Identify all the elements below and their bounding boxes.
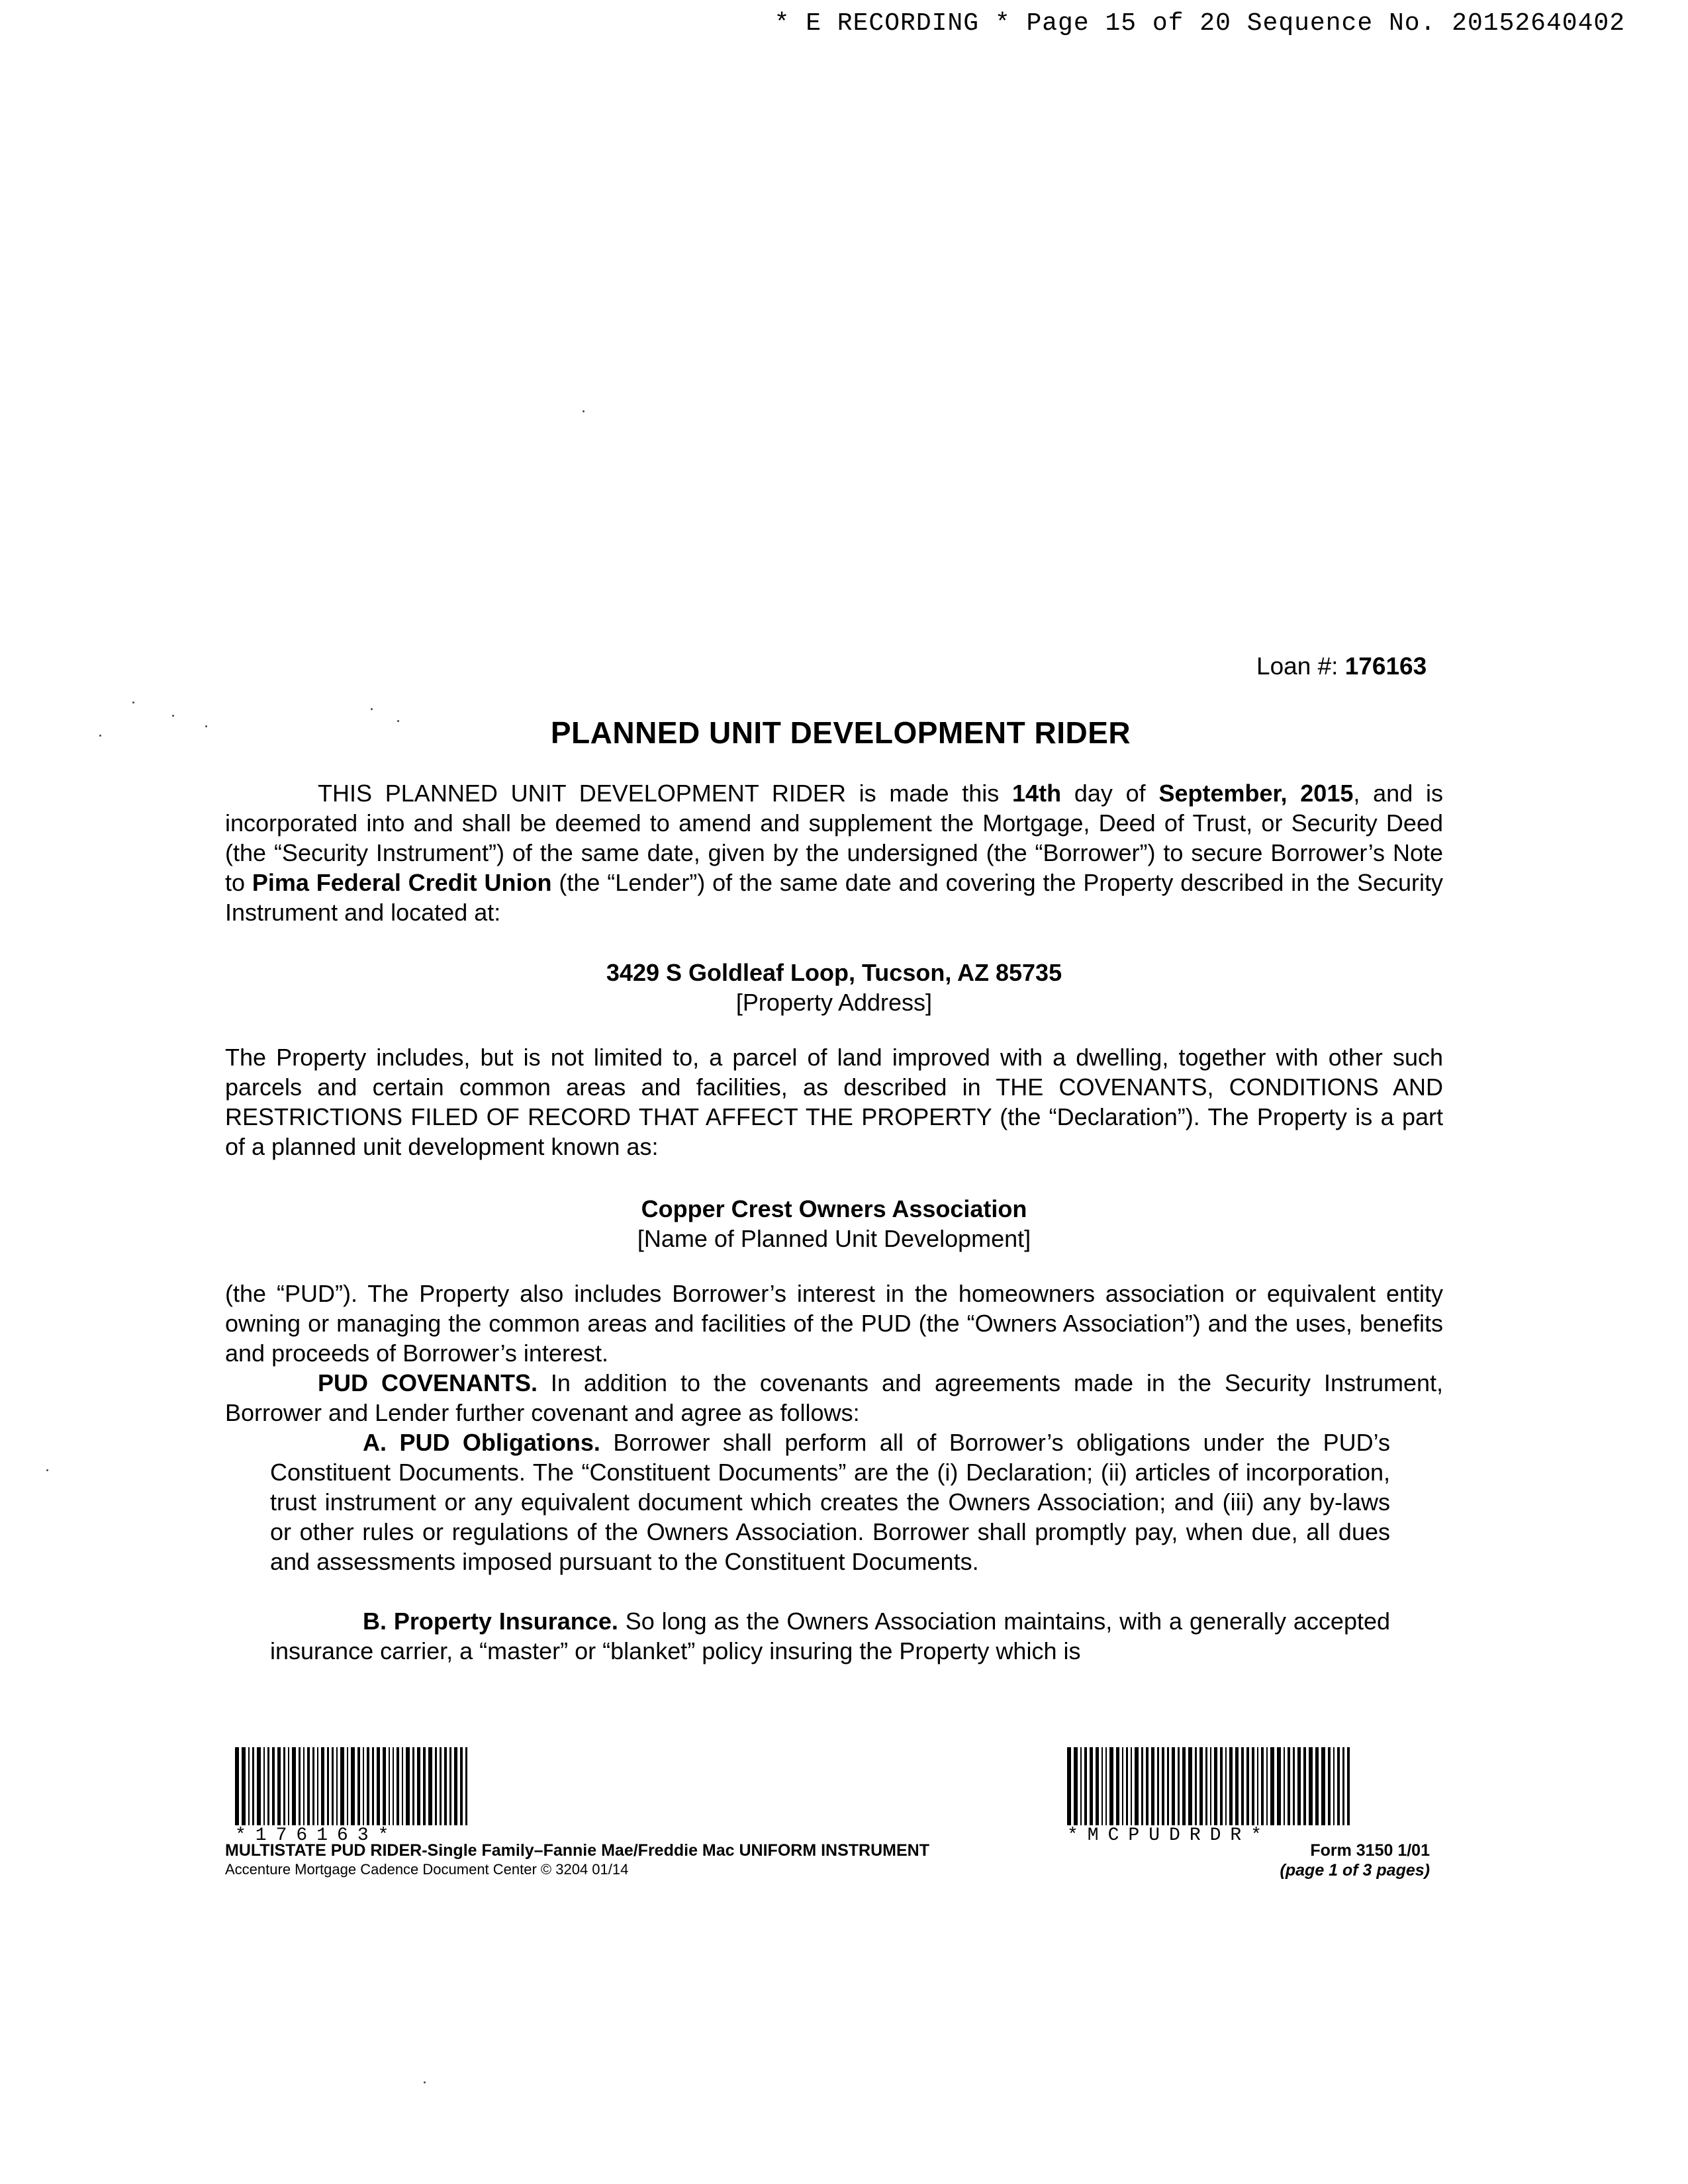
- covenants-paragraph: [225, 1368, 1443, 1428]
- barcode-bar: [1205, 1747, 1207, 1825]
- barcode-bar: [347, 1747, 348, 1825]
- scan-speck: [172, 715, 174, 717]
- barcode-bar: [1252, 1747, 1254, 1825]
- barcode-bar: [1074, 1747, 1078, 1825]
- barcode-bar: [1297, 1747, 1301, 1825]
- scan-speck: [46, 1469, 48, 1471]
- barcode-bar: [1266, 1747, 1268, 1825]
- property-address: 3429 S Goldleaf Loop, Tucson, AZ 85735: [606, 959, 1062, 986]
- barcode-bar: [1131, 1747, 1132, 1825]
- barcode-bar: [1067, 1747, 1071, 1825]
- barcode-bar: [1080, 1747, 1082, 1825]
- barcode-bar: [1270, 1747, 1274, 1825]
- intro-lender: Pima Federal Credit Union: [252, 869, 552, 896]
- barcode-bar: [402, 1747, 403, 1825]
- form-title: MULTISTATE PUD RIDER-Single Family–Fannie Mae/Freddie Mac UNIFORM INSTRUMENT: [225, 1841, 929, 1860]
- barcode-bar: [423, 1747, 426, 1825]
- barcode-right: [1067, 1747, 1352, 1846]
- barcode-bar: [372, 1747, 374, 1825]
- barcode-bar: [1178, 1747, 1180, 1825]
- barcode-bar: [1122, 1747, 1123, 1825]
- barcode-right-bars: [1067, 1747, 1352, 1825]
- barcode-bar: [1257, 1747, 1258, 1825]
- barcode-bar: [321, 1747, 324, 1825]
- barcode-bar: [383, 1747, 386, 1825]
- property-paragraph: The Property includes, but is not limited to, a parcel of land improved with a dwelling, together with other such parcels and certain common areas and facilities, as described in THE COVENANTS, CONDITIONS AND RESTRICTIONS FILED OF RECORD THAT AFFECT THE PROPERTY (the “Declaration”). The Property is a part of a planned unit development known as:: [225, 1044, 1443, 1160]
- barcode-bar: [1261, 1747, 1264, 1825]
- barcode-bar: [1182, 1747, 1186, 1825]
- barcode-bar: [465, 1747, 467, 1825]
- intro-date: September, 2015: [1158, 780, 1354, 807]
- barcode-bar: [327, 1747, 329, 1825]
- loan-value: 176163: [1344, 653, 1427, 680]
- scan-speck: [132, 702, 134, 704]
- barcode-bar: [367, 1747, 369, 1825]
- loan-number: [1256, 653, 1427, 680]
- barcode-bar: [332, 1747, 334, 1825]
- barcode-bar: [1293, 1747, 1295, 1825]
- barcode-bar: [435, 1747, 437, 1825]
- barcode-bar: [1225, 1747, 1227, 1825]
- scan-speck: [371, 708, 373, 710]
- barcode-bar: [377, 1747, 380, 1825]
- intro-day: 14th: [1012, 780, 1062, 807]
- covenants-heading: PUD COVENANTS.: [318, 1369, 538, 1396]
- barcode-bar: [1333, 1747, 1335, 1825]
- barcode-bar: [1188, 1747, 1192, 1825]
- barcode-bar: [248, 1747, 250, 1825]
- barcode-bar: [307, 1747, 310, 1825]
- barcode-bar: [292, 1747, 296, 1825]
- barcode-bar: [263, 1747, 265, 1825]
- recording-header: * E RECORDING * Page 15 of 20 Sequence No. 20152640402: [774, 9, 1625, 38]
- barcode-bar: [1303, 1747, 1306, 1825]
- barcode-bar: [351, 1747, 355, 1825]
- barcode-bar: [257, 1747, 261, 1825]
- vendor-line: Accenture Mortgage Cadence Document Center © 3204 01/14: [225, 1861, 629, 1878]
- section-a-heading: A. PUD Obligations.: [363, 1429, 600, 1456]
- barcode-bar: [1229, 1747, 1233, 1825]
- barcode-bar: [340, 1747, 344, 1825]
- barcode-bar: [1105, 1747, 1107, 1825]
- property-address-block: [225, 958, 1443, 1017]
- section-b-heading: B. Property Insurance.: [363, 1608, 618, 1635]
- barcode-bar: [1284, 1747, 1285, 1825]
- barcode-bar: [1126, 1747, 1128, 1825]
- barcode-bar: [1157, 1747, 1159, 1825]
- barcode-bar: [1151, 1747, 1154, 1825]
- barcode-bar: [272, 1747, 275, 1825]
- scan-speck: [205, 725, 207, 727]
- property-address-caption: [Property Address]: [735, 989, 933, 1016]
- barcode-bar: [1220, 1747, 1223, 1825]
- barcode-bar: [428, 1747, 432, 1825]
- barcode-bar: [1342, 1747, 1344, 1825]
- barcode-bar: [1199, 1747, 1203, 1825]
- pud-paragraph: (the “PUD”). The Property also includes Borrower’s interest in the homeowners association or equivalent entity owning or managing the common areas and facilities of the PUD (the “Owners Association”) and the uses, benefits and proceeds of Borrower’s interest.: [225, 1280, 1443, 1367]
- barcode-bar: [1288, 1747, 1290, 1825]
- barcode-left-bars: [235, 1747, 470, 1825]
- barcode-bar: [1321, 1747, 1325, 1825]
- barcode-bar: [312, 1747, 314, 1825]
- intro-paragraph: [225, 778, 1443, 927]
- barcode-bar: [283, 1747, 285, 1825]
- pud-name-block: [225, 1194, 1443, 1253]
- barcode-left: [235, 1747, 470, 1846]
- barcode-bar: [267, 1747, 269, 1825]
- barcode-bar: [1096, 1747, 1099, 1825]
- barcode-bar: [460, 1747, 463, 1825]
- pud-name: Copper Crest Owners Association: [641, 1195, 1027, 1222]
- section-a-text: Borrower shall perform all of Borrower’s obligations under the PUD’s Constituent Documents. The “Constituent Documents” are the (i) Declaration; (ii) articles of incorporation, trust instrument or any equivalent document which creates the Owners Association; and (iii) any by-laws or other rules or regulations of the Owners Association. Borrower shall promptly pay, when due, all dues and assessments imposed pursuant to the Constituent Documents.: [270, 1429, 1390, 1575]
- barcode-bar: [1315, 1747, 1319, 1825]
- barcode-bar: [277, 1747, 281, 1825]
- barcode-bar: [406, 1747, 410, 1825]
- barcode-bar: [1084, 1747, 1087, 1825]
- barcode-bar: [1241, 1747, 1244, 1825]
- barcode-left-text: *176163*: [235, 1825, 399, 1846]
- barcode-bar: [1135, 1747, 1139, 1825]
- barcode-bar: [1141, 1747, 1143, 1825]
- intro-text-1: THIS PLANNED UNIT DEVELOPMENT RIDER is made this: [318, 780, 1013, 807]
- barcode-bar: [299, 1747, 301, 1825]
- barcode-right-text: *MCPUDRDR*: [1067, 1825, 1272, 1846]
- page-indicator: (page 1 of 3 pages): [1280, 1861, 1430, 1880]
- scan-speck: [397, 720, 399, 722]
- intro-text-4: (the “Lender”) of the same date and covering the Property described in the Security Instrument and located at:: [225, 869, 1444, 926]
- barcode-bar: [235, 1747, 239, 1825]
- barcode-bar: [363, 1747, 364, 1825]
- barcode-bar: [1162, 1747, 1164, 1825]
- barcode-bar: [1246, 1747, 1249, 1825]
- barcode-bar: [1146, 1747, 1149, 1825]
- barcode-bar: [357, 1747, 360, 1825]
- barcode-bar: [1109, 1747, 1113, 1825]
- section-b-text: So long as the Owners Association maintains, with a generally accepted insurance carrier, a “master” or “blanket” policy insuring the Property which is: [270, 1608, 1391, 1664]
- barcode-bar: [444, 1747, 447, 1825]
- barcode-bar: [317, 1747, 318, 1825]
- intro-text-3: , and is incorporated into and shall be deemed to amend and supplement the Mortgage, Deed of Trust, or Security Deed (the “Security Instrument”) of the same date, given by the undersigned (the “Borrower”) to secure Borrower’s Note to: [225, 780, 1443, 896]
- barcode-bar: [1210, 1747, 1211, 1825]
- barcode-bar: [454, 1747, 457, 1825]
- barcode-bar: [1309, 1747, 1313, 1825]
- barcode-bar: [303, 1747, 305, 1825]
- scan-speck: [424, 2081, 426, 2083]
- barcode-bar: [389, 1747, 390, 1825]
- section-a: [270, 1428, 1390, 1576]
- barcode-bar: [397, 1747, 399, 1825]
- form-number: Form 3150 1/01: [1310, 1841, 1430, 1860]
- barcode-bar: [1337, 1747, 1340, 1825]
- barcode-bar: [412, 1747, 414, 1825]
- barcode-bar: [1116, 1747, 1119, 1825]
- barcode-bar: [336, 1747, 338, 1825]
- barcode-bar: [393, 1747, 394, 1825]
- barcode-bar: [1167, 1747, 1169, 1825]
- covenants-text: In addition to the covenants and agreements made in the Security Instrument, Borrower and Lender further covenant and agree as follows:: [225, 1369, 1444, 1426]
- barcode-bar: [1195, 1747, 1197, 1825]
- barcode-bar: [1277, 1747, 1281, 1825]
- barcode-bar: [1328, 1747, 1331, 1825]
- scan-speck: [583, 410, 585, 412]
- loan-label: Loan #:: [1256, 653, 1338, 680]
- barcode-bar: [440, 1747, 442, 1825]
- document-title: PLANNED UNIT DEVELOPMENT RIDER: [550, 715, 1131, 750]
- barcode-bar: [1172, 1747, 1175, 1825]
- barcode-bar: [1235, 1747, 1239, 1825]
- barcode-bar: [1214, 1747, 1217, 1825]
- section-b: [270, 1606, 1390, 1666]
- barcode-bar: [449, 1747, 451, 1825]
- scan-speck: [99, 735, 101, 737]
- barcode-bar: [1347, 1747, 1350, 1825]
- pud-name-caption: [Name of Planned Unit Development]: [637, 1225, 1031, 1252]
- intro-text-2: day of: [1061, 780, 1159, 807]
- barcode-bar: [242, 1747, 246, 1825]
- barcode-bar: [252, 1747, 254, 1825]
- barcode-bar: [417, 1747, 420, 1825]
- barcode-bar: [1102, 1747, 1103, 1825]
- barcode-bar: [1090, 1747, 1093, 1825]
- barcode-bar: [288, 1747, 289, 1825]
